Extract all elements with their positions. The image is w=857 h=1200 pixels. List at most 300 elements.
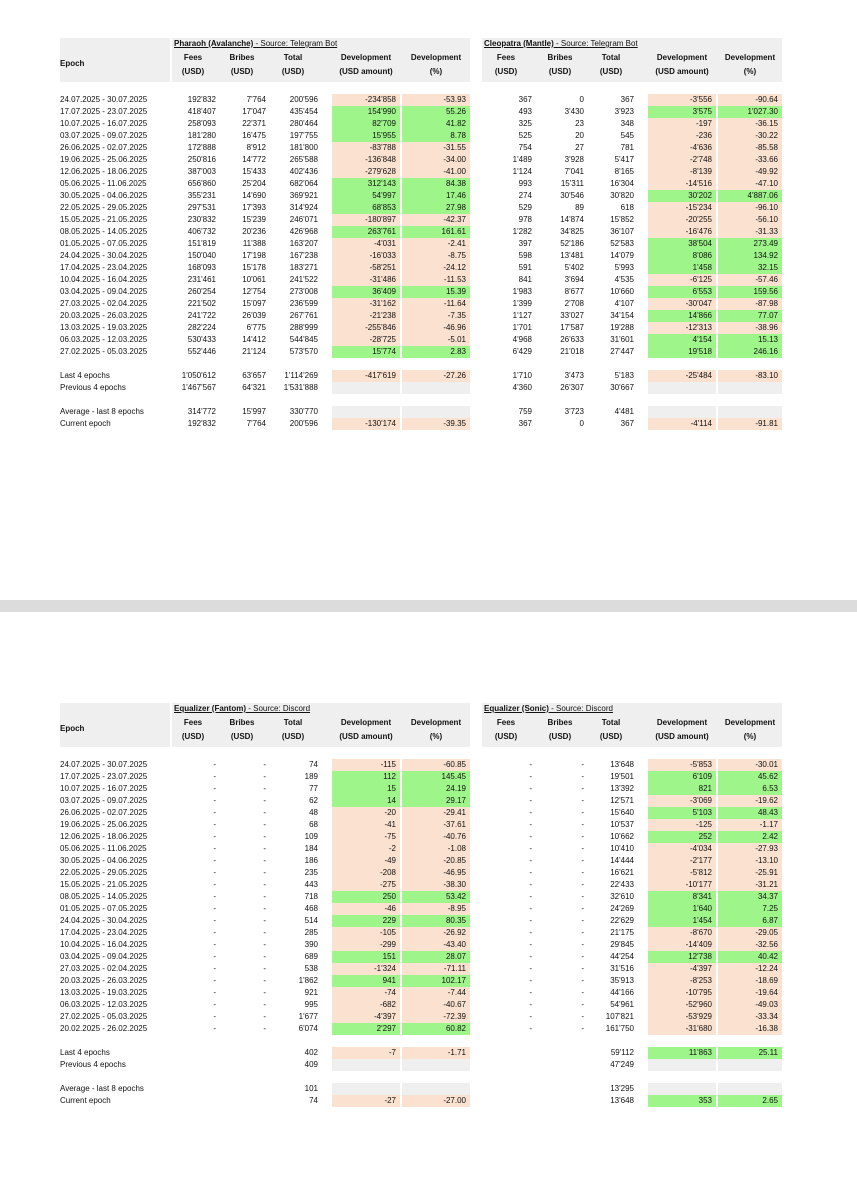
l-dev_pct-cell: -1.71 (402, 1047, 470, 1059)
l-total-header (268, 50, 318, 83)
l-bribes-cell: 14'690 (242, 191, 266, 200)
r-total-cell: 47'249 (610, 1060, 634, 1069)
l-dev_pct-cell (402, 382, 470, 394)
r-bribes-cell: - (581, 928, 584, 937)
l-dev_pct-cell: -11.53 (402, 274, 470, 286)
r-total-cell: 781 (620, 143, 634, 152)
r-fees-cell: 1'124 (512, 167, 532, 176)
l-dev_amt-cell: -83'788 (332, 142, 400, 154)
r-bribes-cell: 2'708 (564, 299, 584, 308)
l-dev_pct-cell: 80.35 (402, 915, 470, 927)
l-total-cell: 689 (304, 952, 318, 961)
l-total-cell: 74 (309, 1096, 318, 1105)
l-fees-cell: 231'461 (187, 275, 216, 284)
l-dev_amt-cell: -2 (332, 843, 400, 855)
r-bribes-cell: 5'402 (564, 263, 584, 272)
l-dev_amt-cell: -7 (332, 1047, 400, 1059)
r-dev_pct-cell: -30.01 (718, 759, 782, 771)
r-fees-cell: - (529, 916, 532, 925)
dataset-source: - Source: Telegram Bot (253, 39, 338, 48)
r-total-cell: 22'629 (610, 916, 634, 925)
r-dev_amt-cell: 8'341 (648, 891, 716, 903)
r-bribes-cell: 0 (579, 419, 584, 428)
r-dev_pct-cell: 1'027.30 (718, 106, 782, 118)
l-bribes-cell: 15'239 (242, 215, 266, 224)
l-bribes-cell: 7'764 (246, 95, 266, 104)
r-dev_pct-cell: -91.81 (718, 418, 782, 430)
l-dev_pct-cell (402, 406, 470, 418)
r-dev_amt-cell: 14'866 (648, 310, 716, 322)
r-bribes-cell: - (581, 820, 584, 829)
r-total-cell: 31'601 (610, 335, 634, 344)
r-dev_pct-cell: -36.15 (718, 118, 782, 130)
r-fees-cell: - (529, 796, 532, 805)
r-fees-header (480, 50, 532, 83)
r-dev_pct-header (718, 50, 782, 83)
epoch-cell: Average - last 8 epochs (60, 407, 144, 416)
l-total-cell: 183'271 (289, 263, 318, 272)
l-bribes-cell: 17'198 (242, 251, 266, 260)
header-background (60, 703, 170, 715)
l-total-cell: 236'599 (289, 299, 318, 308)
header-line: (USD amount) (339, 732, 393, 741)
epoch-cell: 24.07.2025 - 30.07.2025 (60, 95, 148, 104)
l-dev_pct-header (402, 715, 470, 748)
header-line: (USD amount) (655, 732, 709, 741)
r-total-cell: 10'662 (610, 832, 634, 841)
l-total-cell: 1'114'269 (284, 371, 318, 380)
dataset-source: - Source: Discord (246, 704, 311, 713)
l-dev_amt-cell: 2'297 (332, 1023, 400, 1035)
l-dev_pct-cell: 29.17 (402, 795, 470, 807)
r-bribes-cell: - (581, 784, 584, 793)
spacer (60, 1035, 780, 1047)
r-fees-cell: 1'399 (512, 299, 532, 308)
table-row (60, 903, 780, 915)
r-dev_pct-cell: 2.42 (718, 831, 782, 843)
r-total-cell: 15'852 (610, 215, 634, 224)
l-fees-cell: 314'772 (187, 407, 216, 416)
l-fees-cell (170, 1047, 216, 1059)
header-line: (USD amount) (339, 67, 393, 76)
epoch-cell: 10.07.2025 - 16.07.2025 (60, 119, 148, 128)
epoch-cell: 03.04.2025 - 09.04.2025 (60, 952, 148, 961)
l-fees-cell: - (213, 940, 216, 949)
table-row (60, 346, 780, 358)
dataset-title-left (174, 703, 310, 715)
summary-row (60, 418, 780, 430)
l-fees-cell: 221'502 (187, 299, 216, 308)
r-fees-cell: 493 (518, 107, 532, 116)
l-bribes-cell: 16'475 (242, 131, 266, 140)
r-bribes-cell: 21'018 (560, 347, 584, 356)
header-line: Bribes (547, 53, 573, 62)
epoch-cell: 30.05.2025 - 04.06.2025 (60, 856, 148, 865)
l-dev_amt-cell: 112 (332, 771, 400, 783)
header-line: Development (724, 53, 776, 62)
r-dev_amt-cell: -53'929 (648, 1011, 716, 1023)
header-line: (USD) (230, 67, 254, 76)
r-dev_pct-cell: -33.66 (718, 154, 782, 166)
table-row (60, 915, 780, 927)
table-row (60, 142, 780, 154)
l-bribes-header (218, 715, 266, 748)
r-dev_pct-cell: 77.07 (718, 310, 782, 322)
dataset-name-text: Pharaoh (Avalanche) (174, 39, 254, 48)
header-line: Development (340, 53, 392, 62)
header-line: Fees (496, 53, 516, 62)
l-total-cell: 184 (304, 844, 318, 853)
l-dev_amt-header (332, 50, 400, 83)
epoch-cell: 06.03.2025 - 12.03.2025 (60, 1000, 148, 1009)
r-bribes-cell: - (581, 1000, 584, 1009)
r-bribes-cell: 3'473 (564, 371, 584, 380)
sheet-table (60, 38, 780, 430)
l-dev_pct-cell: -40.67 (402, 999, 470, 1011)
r-total-cell: 24'269 (610, 904, 634, 913)
header-line: (USD) (181, 67, 205, 76)
table-row (60, 178, 780, 190)
r-dev_pct-cell: -49.03 (718, 999, 782, 1011)
l-dev_amt-cell: -234'858 (332, 94, 400, 106)
l-dev_pct-cell: -5.01 (402, 334, 470, 346)
r-total-cell: 107'821 (605, 1012, 634, 1021)
epoch-cell: 24.04.2025 - 30.04.2025 (60, 251, 148, 260)
l-dev_pct-cell: 60.82 (402, 1023, 470, 1035)
r-dev_pct-cell: -18.69 (718, 975, 782, 987)
dataset-name-text: Cleopatra (Mantle) (484, 39, 554, 48)
r-dev_amt-cell: -14'409 (648, 939, 716, 951)
l-fees-cell: - (213, 892, 216, 901)
l-fees-cell: 1'467'567 (181, 383, 216, 392)
page-equalizer (0, 612, 857, 1200)
l-dev_amt-cell: -417'619 (332, 370, 400, 382)
r-total-cell: 13'648 (610, 760, 634, 769)
l-dev_amt-cell: -46 (332, 903, 400, 915)
summary-row (60, 1083, 780, 1095)
l-dev_amt-cell: 154'990 (332, 106, 400, 118)
header-line: Development (340, 718, 392, 727)
l-dev_pct-cell: 24.19 (402, 783, 470, 795)
r-bribes-cell (536, 1083, 584, 1095)
r-total-cell: 31'516 (610, 964, 634, 973)
dataset-source: - Source: Discord (548, 704, 613, 713)
l-bribes-cell: 10'061 (242, 275, 266, 284)
r-dev_amt-cell: -16'476 (648, 226, 716, 238)
r-fees-cell: - (529, 784, 532, 793)
epoch-cell: 06.03.2025 - 12.03.2025 (60, 335, 148, 344)
epoch-cell: 27.03.2025 - 02.04.2025 (60, 299, 148, 308)
l-bribes-cell: 17'393 (242, 203, 266, 212)
l-bribes-cell: 26'039 (242, 311, 266, 320)
header-line: (USD) (181, 732, 205, 741)
l-total-cell: 314'924 (289, 203, 318, 212)
r-total-cell: 21'175 (610, 928, 634, 937)
l-dev_amt-cell: -75 (332, 831, 400, 843)
l-fees-cell: - (213, 772, 216, 781)
r-dev_amt-cell: -14'516 (648, 178, 716, 190)
l-bribes-cell: 20'236 (242, 227, 266, 236)
r-total-cell: 19'501 (610, 772, 634, 781)
l-bribes-cell: 14'412 (242, 335, 266, 344)
r-dev_amt-cell: 4'154 (648, 334, 716, 346)
r-fees-cell (480, 1059, 532, 1071)
header-line: Total (283, 53, 303, 62)
r-bribes-cell: 89 (575, 203, 584, 212)
epoch-cell: 08.05.2025 - 14.05.2025 (60, 892, 148, 901)
r-dev_amt-cell: -20'255 (648, 214, 716, 226)
r-total-cell: 30'820 (610, 191, 634, 200)
l-total-cell: 285 (304, 928, 318, 937)
l-dev_amt-cell: 14 (332, 795, 400, 807)
l-dev_pct-cell: 84.38 (402, 178, 470, 190)
r-total-cell: 15'640 (610, 808, 634, 817)
r-total-cell: 52'583 (610, 239, 634, 248)
l-dev_amt-cell: -74 (332, 987, 400, 999)
r-dev_pct-cell: -32.56 (718, 939, 782, 951)
l-dev_amt-cell: 941 (332, 975, 400, 987)
r-dev_pct-cell: -27.93 (718, 843, 782, 855)
dataset-name-text: Equalizer (Fantom) (174, 704, 247, 713)
r-dev_amt-cell: -12'313 (648, 322, 716, 334)
r-total-cell: 618 (620, 203, 634, 212)
l-bribes-cell: - (263, 784, 266, 793)
l-bribes-cell: - (263, 844, 266, 853)
dataset-title-row (60, 703, 780, 715)
r-total-cell: 348 (620, 119, 634, 128)
table-row (60, 999, 780, 1011)
r-fees-cell: - (529, 868, 532, 877)
r-dev_amt-cell: 353 (648, 1095, 716, 1107)
r-dev_amt-cell: -3'069 (648, 795, 716, 807)
r-dev_amt-header (648, 715, 716, 748)
header-line: (USD) (281, 732, 305, 741)
r-fees-cell: - (529, 832, 532, 841)
r-fees-cell: 841 (518, 275, 532, 284)
table-row (60, 927, 780, 939)
l-dev_amt-cell: -299 (332, 939, 400, 951)
l-dev_pct-cell: -29.41 (402, 807, 470, 819)
l-fees-cell: - (213, 760, 216, 769)
l-bribes-cell: - (263, 880, 266, 889)
l-bribes-cell: 7'764 (246, 419, 266, 428)
r-dev_amt-cell: -236 (648, 130, 716, 142)
r-bribes-cell (536, 1059, 584, 1071)
epoch-cell: Previous 4 epochs (60, 1060, 126, 1069)
l-dev_pct-cell: -24.12 (402, 262, 470, 274)
l-dev_pct-cell: 41.82 (402, 118, 470, 130)
header-line: Development (724, 718, 776, 727)
r-bribes-cell: - (581, 976, 584, 985)
table-row (60, 310, 780, 322)
r-dev_amt-cell: -25'484 (648, 370, 716, 382)
l-fees-cell: 656'860 (187, 179, 216, 188)
l-fees-cell: - (213, 928, 216, 937)
l-bribes-cell: - (263, 796, 266, 805)
epoch-cell: 17.07.2025 - 23.07.2025 (60, 772, 148, 781)
r-bribes-cell: 3'928 (564, 155, 584, 164)
r-dev_pct-cell: 15.13 (718, 334, 782, 346)
header-line: Development (410, 718, 462, 727)
r-dev_amt-cell: 821 (648, 783, 716, 795)
r-bribes-cell: - (581, 904, 584, 913)
l-fees-cell: - (213, 868, 216, 877)
l-dev_pct-cell: -1.08 (402, 843, 470, 855)
summary-row (60, 370, 780, 382)
r-dev_pct-cell: 7.25 (718, 903, 782, 915)
r-dev_pct-cell: 246.16 (718, 346, 782, 358)
r-dev_pct-cell: 45.62 (718, 771, 782, 783)
l-fees-cell: 260'254 (187, 287, 216, 296)
l-bribes-cell: 6'775 (246, 323, 266, 332)
l-dev_amt-cell: -58'251 (332, 262, 400, 274)
r-fees-cell: 4'968 (512, 335, 532, 344)
l-total-cell: 1'531'888 (283, 383, 318, 392)
l-fees-cell (170, 1059, 216, 1071)
r-dev_amt-cell: -30'047 (648, 298, 716, 310)
r-bribes-cell: 26'633 (560, 335, 584, 344)
epoch-cell: 05.06.2025 - 11.06.2025 (60, 179, 147, 188)
table-row (60, 262, 780, 274)
l-dev_pct-cell: -7.44 (402, 987, 470, 999)
epoch-header: Epoch (60, 59, 85, 68)
header-line: (USD) (548, 732, 572, 741)
table-row (60, 843, 780, 855)
l-bribes-cell: - (263, 892, 266, 901)
table-row (60, 867, 780, 879)
l-bribes-cell: - (263, 952, 266, 961)
r-total-cell: 32'610 (610, 892, 634, 901)
spacer (60, 747, 780, 759)
table-row (60, 106, 780, 118)
l-bribes-cell: 21'124 (242, 347, 266, 356)
epoch-cell: 20.03.2025 - 26.03.2025 (60, 976, 148, 985)
l-dev_amt-cell: -1'324 (332, 963, 400, 975)
r-total-cell: 30'667 (610, 383, 634, 392)
r-dev_amt-cell: 38'504 (648, 238, 716, 250)
l-total-cell: 77 (309, 784, 318, 793)
epoch-cell: 05.06.2025 - 11.06.2025 (60, 844, 147, 853)
r-fees-cell: - (529, 940, 532, 949)
r-dev_amt-cell: 1'458 (648, 262, 716, 274)
l-fees-cell: - (213, 880, 216, 889)
r-bribes-header (536, 50, 584, 83)
r-fees-cell: 6'429 (512, 347, 532, 356)
l-fees-cell: 1'050'612 (181, 371, 216, 380)
l-bribes-cell: 8'912 (246, 143, 266, 152)
r-dev_pct-cell: 25.11 (718, 1047, 782, 1059)
epoch-cell: 27.03.2025 - 02.04.2025 (60, 964, 148, 973)
header-line: (USD) (599, 67, 623, 76)
dataset-title-right (484, 703, 613, 715)
table-row (60, 226, 780, 238)
sheet-table (60, 703, 780, 1107)
l-total-cell: 74 (309, 760, 318, 769)
l-bribes-cell: - (263, 760, 266, 769)
l-dev_pct-cell: -8.75 (402, 250, 470, 262)
l-dev_amt-cell: 15 (332, 783, 400, 795)
r-dev_amt-cell: -6'125 (648, 274, 716, 286)
header-background (60, 38, 170, 50)
r-total-cell: 4'481 (614, 407, 634, 416)
r-bribes-cell: - (581, 868, 584, 877)
table-row (60, 334, 780, 346)
r-total-cell: 4'535 (614, 275, 634, 284)
table-row (60, 238, 780, 250)
r-fees-cell: - (529, 856, 532, 865)
r-total-cell: 36'107 (610, 227, 634, 236)
spacer (60, 358, 780, 370)
r-dev_pct-cell: -12.24 (718, 963, 782, 975)
r-dev_amt-cell: 5'103 (648, 807, 716, 819)
r-fees-cell: - (529, 964, 532, 973)
l-total-cell: 921 (304, 988, 318, 997)
r-dev_pct-cell: -83.10 (718, 370, 782, 382)
l-fees-header (170, 715, 216, 748)
spacer (60, 1071, 780, 1083)
r-bribes-cell: 13'481 (560, 251, 584, 260)
r-dev_amt-cell (648, 1083, 716, 1095)
l-dev_amt-header (332, 715, 400, 748)
epoch-cell: 26.06.2025 - 02.07.2025 (60, 143, 148, 152)
table-row (60, 190, 780, 202)
r-dev_amt-cell: 12'738 (648, 951, 716, 963)
r-total-cell: 4'107 (614, 299, 634, 308)
r-dev_pct-cell: 48.43 (718, 807, 782, 819)
r-dev_amt-cell: -2'177 (648, 855, 716, 867)
table-row (60, 807, 780, 819)
r-total-cell: 10'537 (610, 820, 634, 829)
l-fees-cell: 250'816 (187, 155, 216, 164)
r-dev_pct-cell: -96.10 (718, 202, 782, 214)
l-dev_pct-cell: -71.11 (402, 963, 470, 975)
r-dev_amt-cell: -31'680 (648, 1023, 716, 1035)
l-total-cell: 68 (309, 820, 318, 829)
l-bribes-cell: - (263, 772, 266, 781)
r-total-cell: 35'913 (610, 976, 634, 985)
l-dev_amt-cell: -16'033 (332, 250, 400, 262)
r-total-cell: 44'166 (610, 988, 634, 997)
l-bribes-cell: - (263, 976, 266, 985)
r-fees-header (480, 715, 532, 748)
summary-row (60, 1059, 780, 1071)
table-row (60, 250, 780, 262)
l-dev_amt-cell: 229 (332, 915, 400, 927)
l-dev_amt-cell: -31'486 (332, 274, 400, 286)
r-dev_pct-cell: -19.64 (718, 987, 782, 999)
r-dev_amt-cell: -4'114 (648, 418, 716, 430)
l-dev_pct-cell: 161.61 (402, 226, 470, 238)
r-dev_amt-cell: -8'253 (648, 975, 716, 987)
header-line: Bribes (229, 53, 255, 62)
l-dev_pct-cell (402, 1083, 470, 1095)
dataset-name-text: Equalizer (Sonic) (484, 704, 549, 713)
header-line: (%) (743, 732, 757, 741)
l-fees-cell: - (213, 904, 216, 913)
l-bribes-cell: 15'178 (242, 263, 266, 272)
l-fees-cell: - (213, 916, 216, 925)
r-dev_amt-cell: 1'454 (648, 915, 716, 927)
l-dev_amt-cell: -279'628 (332, 166, 400, 178)
header-line: (USD) (230, 732, 254, 741)
table-row (60, 214, 780, 226)
r-fees-cell: - (529, 892, 532, 901)
epoch-cell: Last 4 epochs (60, 371, 110, 380)
l-total-cell: 1'677 (298, 1012, 318, 1021)
l-bribes-cell: 14'772 (242, 155, 266, 164)
l-dev_amt-cell (332, 1059, 400, 1071)
l-fees-cell: 241'722 (187, 311, 216, 320)
